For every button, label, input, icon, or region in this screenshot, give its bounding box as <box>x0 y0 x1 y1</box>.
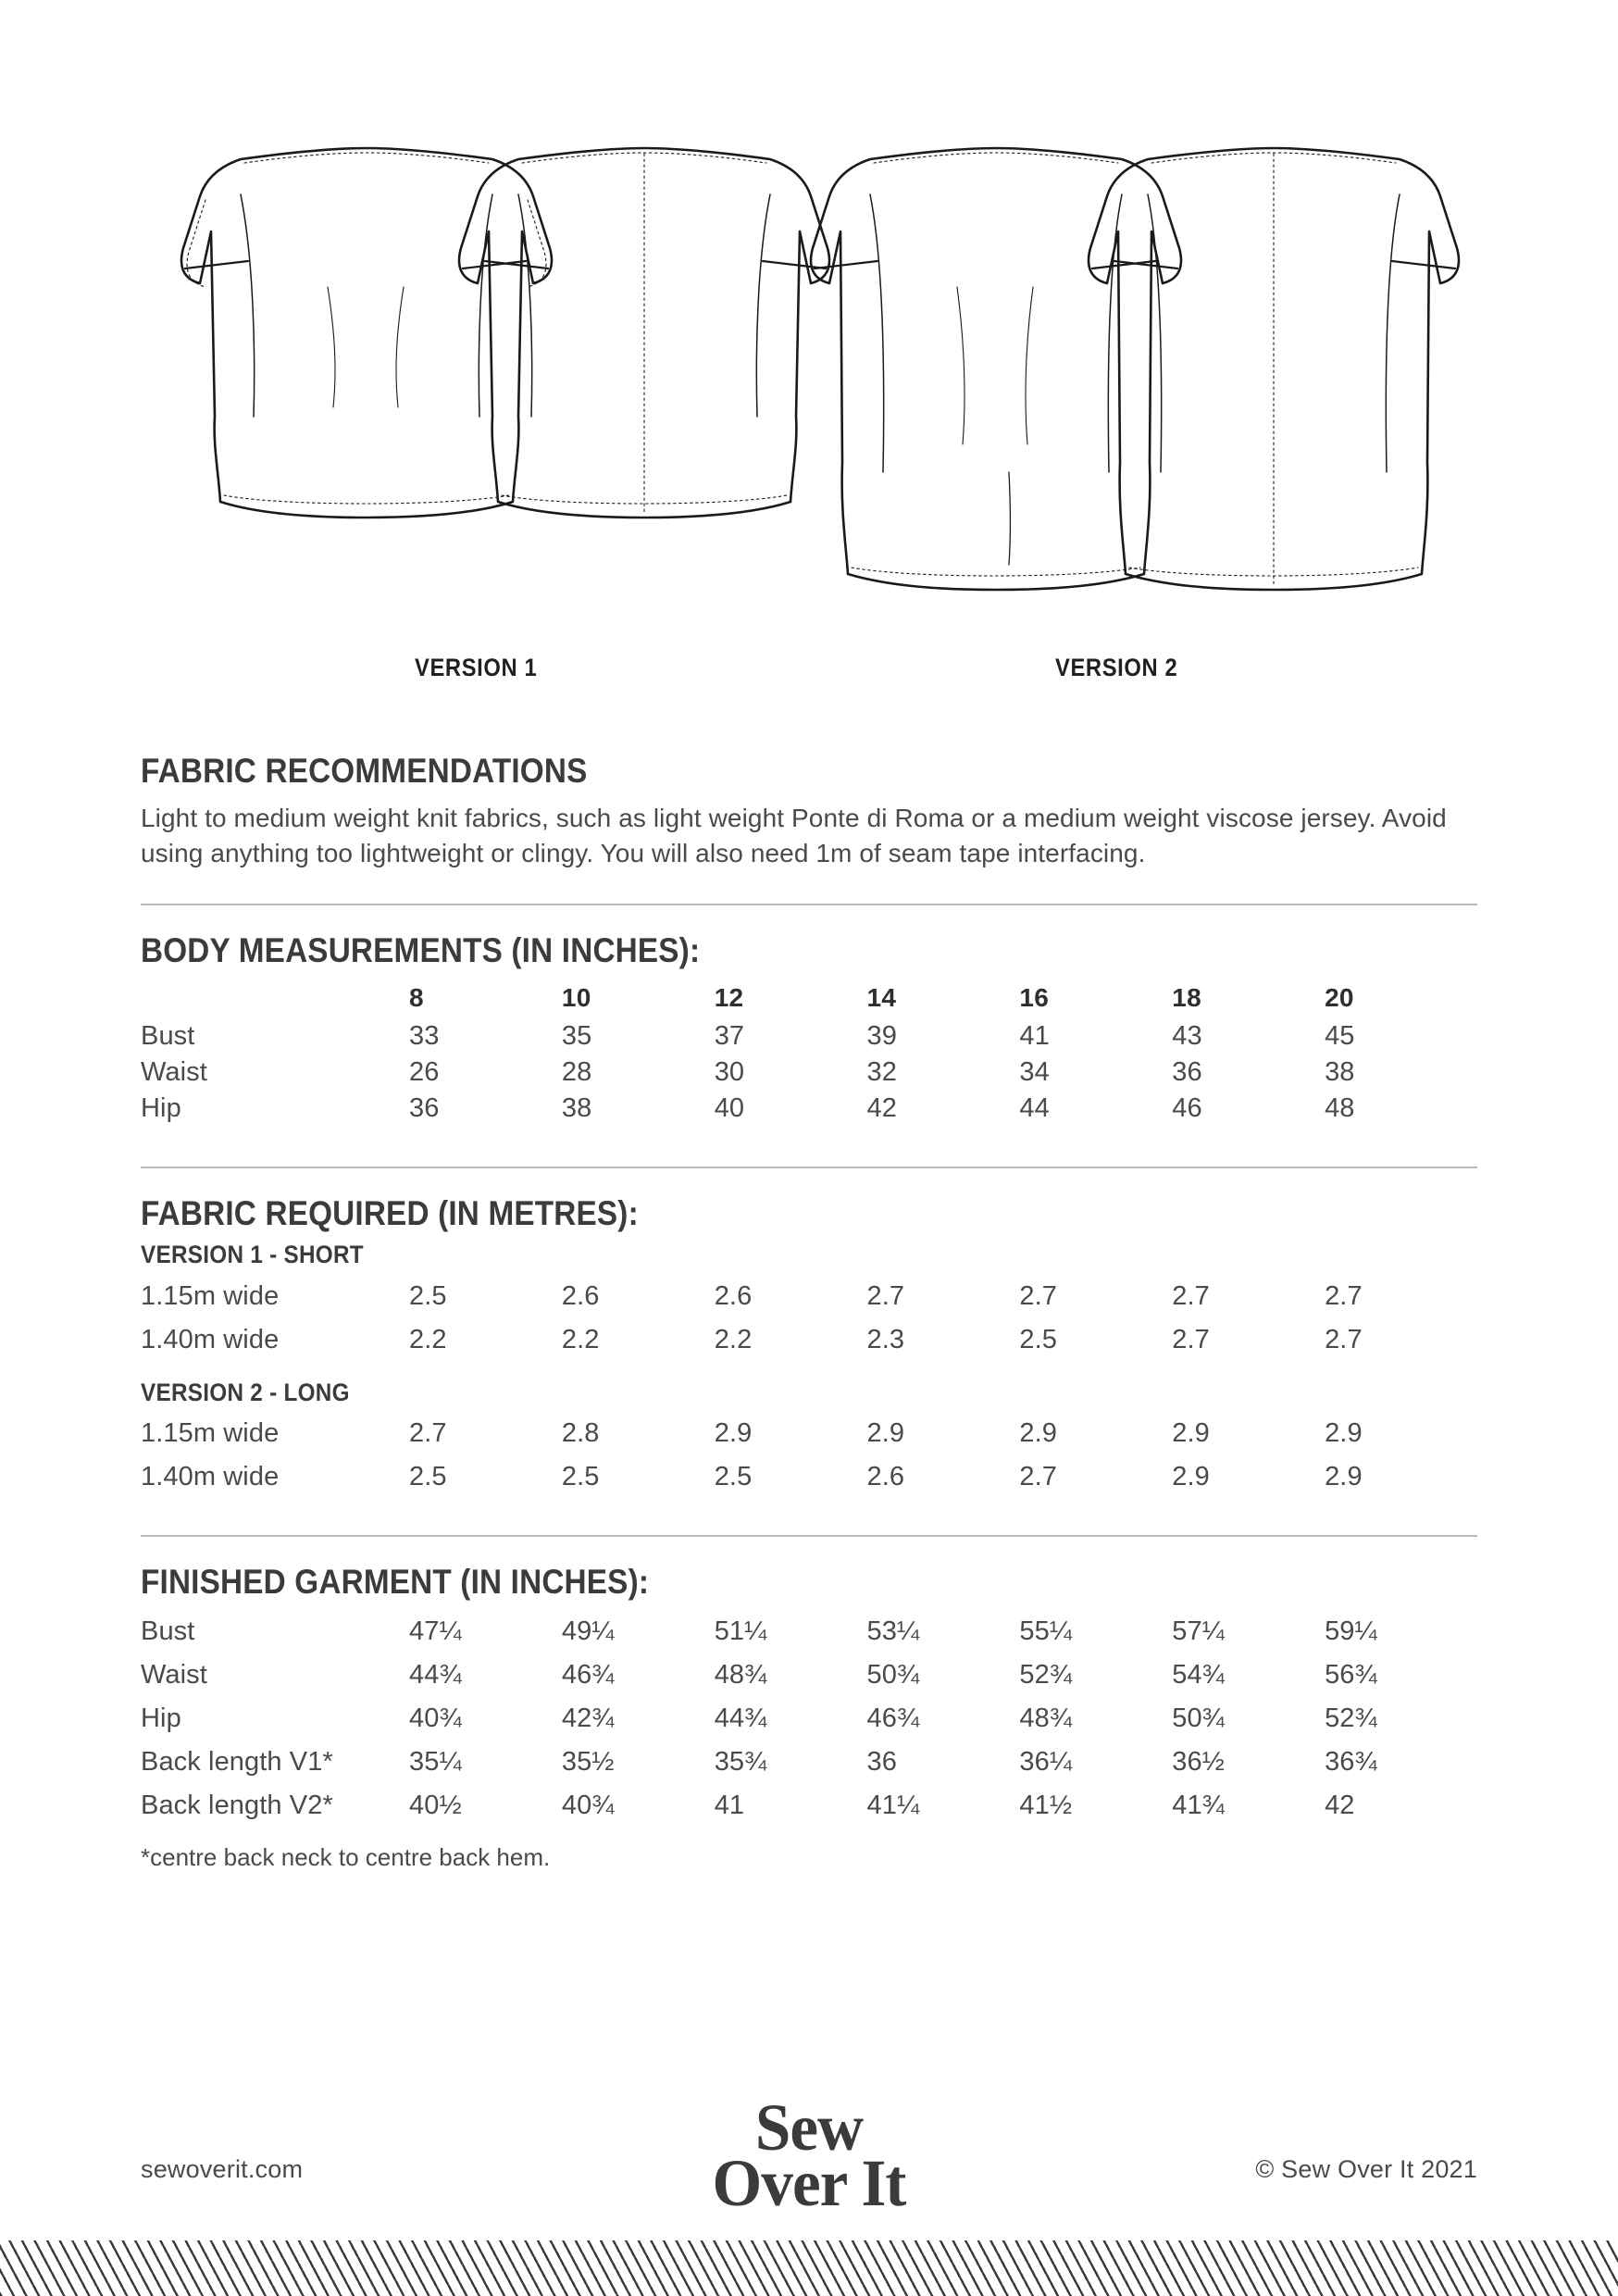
cell: 2.6 <box>714 1280 753 1311</box>
finished-garment-table <box>141 1616 1477 1834</box>
cell: 46¾ <box>561 1659 615 1690</box>
cell: 35 <box>561 1020 592 1051</box>
row-label: 1.40m wide <box>141 1462 280 1492</box>
website-url[interactable]: sewoverit.com <box>141 2155 304 2183</box>
cell: 2.9 <box>1172 1462 1210 1492</box>
version-2-long-subheading: VERSION 2 - LONG <box>141 1378 350 1406</box>
cell: 54¾ <box>1172 1659 1225 1690</box>
table-row <box>141 1325 1477 1368</box>
cell: 36 <box>1172 1056 1202 1087</box>
cell: 2.6 <box>561 1280 600 1311</box>
dress-v2-front <box>811 148 1181 590</box>
table-row <box>141 1616 1477 1660</box>
row-label: Bust <box>141 1020 195 1051</box>
cell: 59¼ <box>1325 1616 1377 1646</box>
cell: 2.7 <box>1325 1324 1363 1354</box>
cell: 44¾ <box>714 1703 767 1733</box>
version-2-label: VERSION 2 <box>1055 654 1178 681</box>
body-measurements-table <box>141 983 1477 1129</box>
row-label: 1.15m wide <box>141 1280 280 1311</box>
table-row <box>141 1093 1477 1129</box>
cell: 34 <box>1019 1056 1050 1087</box>
cell: 44¾ <box>409 1659 462 1690</box>
logo-line-1: Sew <box>754 2090 864 2165</box>
cell: 44 <box>1019 1092 1050 1123</box>
divider-1 <box>141 904 1477 905</box>
cell: 2.7 <box>409 1418 447 1449</box>
cell: 36½ <box>1172 1746 1225 1777</box>
fabric-recommendations-text: Light to medium weight knit fabrics, such as light weight Ponte di Roma or a medium weight viscose jersey. Avoid using anything too lightweight or clingy. You will also need 1m of seam tape interfacing. <box>141 804 1447 867</box>
page-footer <box>0 2090 1618 2222</box>
cell: 36 <box>409 1092 440 1123</box>
cell: 48¾ <box>714 1659 767 1690</box>
size-header: 12 <box>714 982 744 1012</box>
fabric-required-v2-table <box>141 1418 1477 1505</box>
row-label: Back length V1* <box>141 1746 333 1777</box>
cell: 2.9 <box>1325 1418 1363 1449</box>
cell: 2.7 <box>1172 1280 1210 1311</box>
table-row <box>141 1791 1477 1834</box>
cell: 2.5 <box>1019 1324 1057 1354</box>
cell: 55¼ <box>1019 1616 1073 1646</box>
table-header-row <box>141 983 1477 1021</box>
cell: 52¾ <box>1019 1659 1073 1690</box>
size-header: 16 <box>1019 982 1050 1012</box>
cell: 38 <box>1325 1056 1355 1087</box>
cell: 35¼ <box>409 1746 462 1777</box>
cell: 42 <box>866 1092 897 1123</box>
cell: 2.2 <box>561 1324 600 1354</box>
cell: 41½ <box>1019 1790 1073 1820</box>
table-row <box>141 1057 1477 1093</box>
technical-flats-illustration <box>0 139 1618 657</box>
size-header: 8 <box>409 982 424 1012</box>
sew-over-it-logo <box>708 2090 910 2221</box>
cell: 41 <box>1019 1020 1050 1051</box>
cell: 42 <box>1325 1790 1355 1820</box>
divider-2 <box>141 1167 1477 1168</box>
cell: 2.8 <box>561 1418 600 1449</box>
table-row <box>141 1660 1477 1703</box>
cell: 45 <box>1325 1020 1355 1051</box>
dress-v1-front <box>181 148 552 518</box>
cell: 2.2 <box>714 1324 753 1354</box>
cell: 2.9 <box>1325 1462 1363 1492</box>
cell: 56¾ <box>1325 1659 1377 1690</box>
cell: 38 <box>561 1092 592 1123</box>
cell: 2.5 <box>561 1462 600 1492</box>
cell: 2.7 <box>1325 1280 1363 1311</box>
cell: 2.9 <box>714 1418 753 1449</box>
cell: 37 <box>714 1020 745 1051</box>
body-measurements-heading: BODY MEASUREMENTS (IN INCHES): <box>141 931 701 970</box>
size-header: 18 <box>1172 982 1201 1012</box>
divider-3 <box>141 1535 1477 1537</box>
size-header: 20 <box>1325 982 1354 1012</box>
cell: 40¾ <box>409 1703 462 1733</box>
cell: 46¾ <box>866 1703 920 1733</box>
row-label: Hip <box>141 1703 181 1733</box>
table-row <box>141 1703 1477 1747</box>
table-row <box>141 1747 1477 1791</box>
cell: 2.9 <box>1172 1418 1210 1449</box>
cell: 2.7 <box>1172 1324 1210 1354</box>
row-label: 1.40m wide <box>141 1324 280 1354</box>
cell: 52¾ <box>1325 1703 1377 1733</box>
cell: 28 <box>561 1056 592 1087</box>
cell: 36 <box>866 1746 897 1777</box>
table-row <box>141 1462 1477 1505</box>
cell: 42¾ <box>561 1703 615 1733</box>
row-label: Waist <box>141 1659 207 1690</box>
cell: 2.9 <box>866 1418 905 1449</box>
cell: 2.7 <box>866 1280 905 1311</box>
row-label: Back length V2* <box>141 1790 333 1820</box>
logo-line-2: Over It <box>712 2146 906 2221</box>
row-label: Bust <box>141 1616 195 1646</box>
cell: 35¾ <box>714 1746 767 1777</box>
fabric-required-heading: FABRIC REQUIRED (IN METRES): <box>141 1193 639 1232</box>
cell: 32 <box>866 1056 897 1087</box>
cell: 2.6 <box>866 1462 905 1492</box>
table-row <box>141 1021 1477 1057</box>
cell: 46 <box>1172 1092 1202 1123</box>
finished-garment-footnote: *centre back neck to centre back hem. <box>141 1842 551 1871</box>
cell: 30 <box>714 1056 745 1087</box>
cell: 41¾ <box>1172 1790 1225 1820</box>
row-label: Waist <box>141 1056 207 1087</box>
cell: 2.5 <box>409 1280 447 1311</box>
cell: 40¾ <box>561 1790 615 1820</box>
cell: 41¼ <box>866 1790 920 1820</box>
row-label: Hip <box>141 1092 181 1123</box>
fabric-required-v1-table <box>141 1281 1477 1368</box>
fabric-recommendations-heading: FABRIC RECOMMENDATIONS <box>141 752 588 790</box>
cell: 36¾ <box>1325 1746 1377 1777</box>
cell: 2.5 <box>409 1462 447 1492</box>
finished-garment-heading: FINISHED GARMENT (IN INCHES): <box>141 1563 650 1602</box>
cell: 36¼ <box>1019 1746 1073 1777</box>
cell: 50¾ <box>866 1659 920 1690</box>
cell: 33 <box>409 1020 440 1051</box>
cell: 39 <box>866 1020 897 1051</box>
cell: 2.9 <box>1019 1418 1057 1449</box>
bottom-hatch-band <box>0 2240 1618 2296</box>
cell: 2.2 <box>409 1324 447 1354</box>
cell: 53¼ <box>866 1616 920 1646</box>
dress-v1-back <box>459 148 829 518</box>
cell: 49¼ <box>561 1616 615 1646</box>
cell: 48¾ <box>1019 1703 1073 1733</box>
row-label: 1.15m wide <box>141 1418 280 1449</box>
cell: 47¼ <box>409 1616 462 1646</box>
cell: 57¼ <box>1172 1616 1225 1646</box>
table-row <box>141 1281 1477 1325</box>
cell: 48 <box>1325 1092 1355 1123</box>
cell: 35½ <box>561 1746 615 1777</box>
cell: 41 <box>714 1790 745 1820</box>
dress-v2-back <box>1089 148 1459 590</box>
cell: 40½ <box>409 1790 462 1820</box>
table-row <box>141 1418 1477 1462</box>
cell: 51¼ <box>714 1616 767 1646</box>
cell: 43 <box>1172 1020 1202 1051</box>
cell: 40 <box>714 1092 745 1123</box>
size-header: 10 <box>561 982 591 1012</box>
cell: 2.5 <box>714 1462 753 1492</box>
size-header: 14 <box>866 982 897 1012</box>
cell: 2.7 <box>1019 1280 1057 1311</box>
version-1-label: VERSION 1 <box>415 654 538 681</box>
copyright-text: © Sew Over It 2021 <box>1255 2155 1477 2183</box>
cell: 2.7 <box>1019 1462 1057 1492</box>
cell: 2.3 <box>866 1324 905 1354</box>
version-1-short-subheading: VERSION 1 - SHORT <box>141 1241 364 1269</box>
cell: 50¾ <box>1172 1703 1225 1733</box>
cell: 26 <box>409 1056 440 1087</box>
